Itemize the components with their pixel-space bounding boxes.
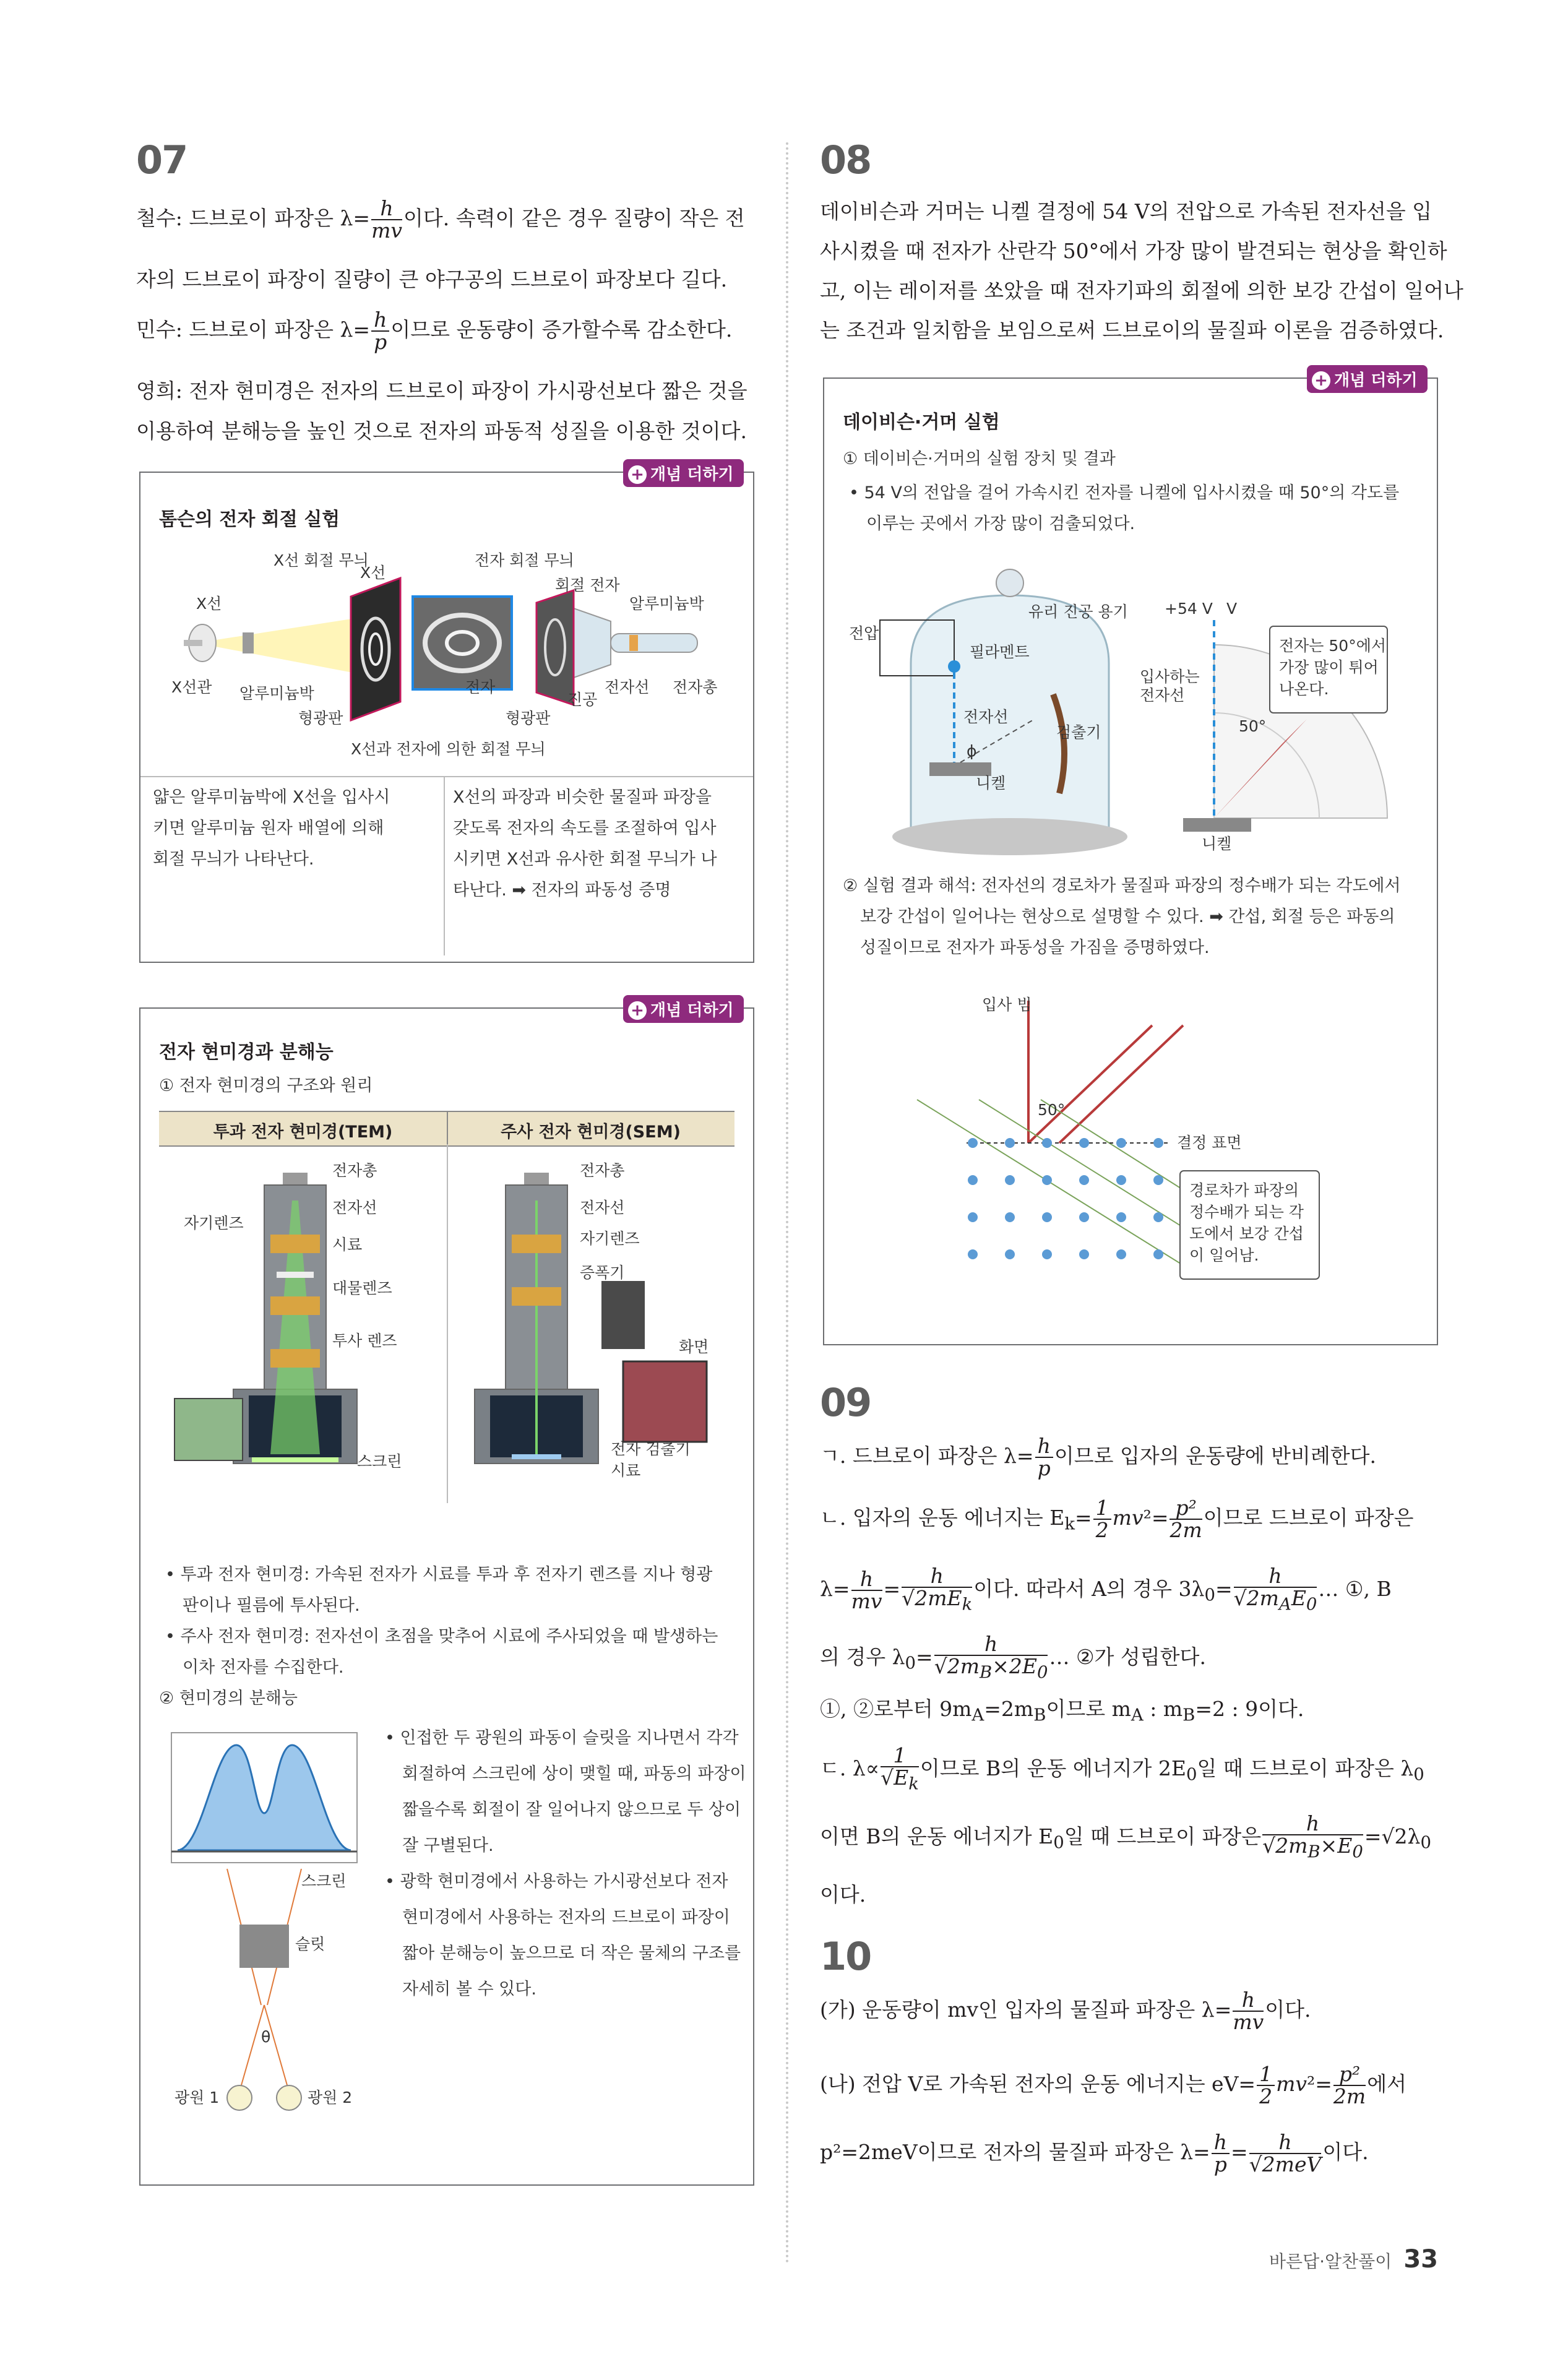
q10-b1: (나) 전압 V로 가속된 전자의 운동 에너지는 eV=	[820, 2072, 1256, 2096]
fraction-half: $\frac{1}{2}$	[1093, 1498, 1111, 1541]
lbl-incident-beam: 입사 빔	[982, 996, 1032, 1014]
q10-number: 10	[820, 1934, 871, 1979]
sub2-line: 보강 간섭이 일어나는 현상으로 설명할 수 있다. ➡ 간섭, 회절 등은 파동의	[860, 907, 1395, 926]
res-line: 짧아 분해능이 높으므로 더 작은 물체의 구조를	[402, 1944, 741, 1963]
tem-lbl-objective: 대물렌즈	[332, 1279, 392, 1297]
q07-number: 07	[136, 137, 187, 183]
q07-line1-a: 철수: 드브로이 파장은 λ=	[136, 206, 371, 230]
tem-lbl-lens: 자기렌즈	[184, 1214, 244, 1232]
lbl-cnote-3: 도에서 보강 간섭	[1189, 1225, 1304, 1243]
q08-line: 고, 이는 레이저를 쏘았을 때 전자기파의 회절에 의한 보강 간섭이 일어나	[820, 278, 1463, 303]
atom	[1005, 1175, 1015, 1185]
q07-line3	[136, 309, 732, 353]
res-lbl-src2: 광원 2	[308, 2089, 353, 2106]
lbl-electron: 전자	[465, 678, 496, 696]
xray-tube-body	[184, 640, 202, 646]
tem-lbl-screen: 스크린	[357, 1452, 402, 1470]
page-number: 33	[1403, 2245, 1438, 2274]
microscope-diagram	[140, 1145, 753, 1510]
xray-screen-shape	[351, 578, 400, 720]
lbl-e-pattern: 전자 회절 무늬	[475, 551, 574, 569]
plus-icon: +	[628, 1001, 647, 1020]
q09-b2: =	[1075, 1506, 1092, 1530]
davisson-b1	[849, 478, 1399, 540]
tem-top-cap	[283, 1173, 308, 1185]
sem-header: 주사 전자 현미경(SEM)	[501, 1123, 681, 1142]
sem-lbl-amp: 증폭기	[580, 1264, 625, 1282]
lbl-note-1: 전자는 50°에서	[1279, 637, 1387, 655]
xray-beam-cone	[196, 615, 376, 677]
lbl-xray-tube: X선관	[171, 678, 212, 696]
lbl-al-foil-right: 알루미늄박	[629, 595, 704, 613]
atom	[1005, 1212, 1015, 1222]
frac-num: h	[371, 309, 389, 332]
sem-display	[623, 1361, 707, 1442]
lbl-xray: X선	[360, 564, 386, 582]
sem-lbl-lens: 자기렌즈	[580, 1230, 640, 1248]
atom	[1153, 1212, 1163, 1222]
atom	[1042, 1212, 1052, 1222]
q08-line: 데이비슨과 거머는 니켈 결정에 54 V의 전압으로 가속된 전자선을 입	[820, 199, 1432, 223]
resolution-text	[385, 1720, 746, 2007]
res-ray-3	[239, 2005, 264, 2092]
frac-den: p	[1037, 1456, 1051, 1480]
tem-lens-2	[270, 1296, 320, 1315]
res-lbl-theta: θ	[261, 2028, 271, 2046]
tl-line: 회절 무늬가 나타난다.	[153, 850, 314, 869]
nickel-target-2	[1183, 818, 1251, 832]
lbl-nickel2: 니켈	[1202, 835, 1232, 853]
q09-e4: : m	[1143, 1697, 1183, 1721]
sem-top-cap	[524, 1173, 549, 1185]
plus-icon: +	[628, 465, 647, 484]
lbl-vacuum: 진공	[567, 691, 598, 709]
fraction-h-sqrt2meV: $\frac{h}{\text{√2meV}}$	[1249, 2130, 1322, 2176]
tr-line: 타난다. ➡ 전자의 파동성 증명	[453, 881, 671, 900]
fraction-h-mv: $\frac{h}{mv}$	[851, 1566, 882, 1613]
tem-lens-3	[270, 1349, 320, 1368]
resolution-diagram	[153, 1720, 388, 2129]
tem-lbl-gun: 전자총	[332, 1162, 377, 1179]
q09-f1: ㄷ. λ∝	[820, 1756, 880, 1780]
lbl-cnote-4: 이 일어남.	[1189, 1246, 1259, 1264]
reflected-ray-2	[1059, 1025, 1183, 1143]
lbl-screen2: 형광판	[506, 709, 551, 727]
lbl-phi: ϕ	[967, 742, 977, 760]
atom	[1153, 1175, 1163, 1185]
atom-grid	[968, 1138, 1163, 1259]
sem-lbl-display: 화면	[679, 1338, 709, 1356]
sem-sample	[512, 1454, 561, 1459]
atom	[1042, 1175, 1052, 1185]
lbl-al-foil: 알루미늄박	[239, 684, 314, 702]
atom	[1079, 1138, 1089, 1148]
q09-c3: … ①, B	[1318, 1576, 1392, 1601]
fraction-h-sqrtA: $\frac{h}{√2m_AE_0}$	[1233, 1564, 1317, 1615]
tem-lens-1	[270, 1235, 320, 1253]
tem-screen	[252, 1457, 338, 1462]
q09-line-b: ㄴ. 입자의 운동 에너지는 $E_k=$ $\frac{1}{2}$ mv²= $\frac{\text{p²}}{2m}$ 이므로 드브로이 파장은	[820, 1496, 1414, 1542]
badge-label: 개념 더하기	[650, 1001, 734, 1020]
plane-1	[917, 1100, 1195, 1273]
q09-g3: =√2λ	[1364, 1824, 1421, 1848]
fraction-h-mv	[371, 198, 402, 241]
res-line: • 광학 현미경에서 사용하는 가시광선보다 전자	[385, 1872, 728, 1891]
q09-line-e: ①, ②로부터 $9m_A=2m_B$이므로 $m_A$ : $m_B=2$ : 9이다.	[820, 1697, 1304, 1725]
q09-number: 09	[820, 1380, 871, 1425]
tr-line: 시키면 X선과 유사한 회절 무늬가 나	[453, 850, 717, 869]
tl-line: 얇은 알루미늄박에 X선을 입사시	[153, 788, 390, 807]
q07-line4: 영희: 전자 현미경은 전자의 드브로이 파장이 가시광선보다 짧은 것을	[136, 379, 747, 403]
q07-line1-b: 이다. 속력이 같은 경우 질량이 작은 전	[403, 206, 745, 230]
atom	[968, 1249, 978, 1259]
lbl-note-2: 가장 많이 튀어	[1279, 658, 1379, 676]
lbl-e-gun: 전자총	[673, 678, 718, 696]
atom	[1116, 1138, 1126, 1148]
q10-line-a	[820, 1990, 1311, 2033]
q07-line3-a: 민수: 드브로이 파장은 λ=	[136, 317, 371, 342]
frac-den: p	[374, 330, 387, 354]
e-foil-shape	[629, 635, 638, 651]
sem-lbl-sample: 시료	[611, 1462, 641, 1480]
q09-c1: λ=	[820, 1576, 850, 1601]
atom	[1079, 1212, 1089, 1222]
bullet-line: • 주사 전자 현미경: 전자선이 초점을 맞추어 시료에 주사되었을 때 발생하는	[165, 1627, 718, 1646]
q09-g1: 이면 B의 운동 에너지가 E	[820, 1824, 1054, 1848]
lbl-e-beam: 전자선	[605, 678, 650, 696]
bullet-line: 판이나 필름에 투사된다.	[183, 1596, 360, 1615]
res-ray-4	[264, 2005, 289, 2092]
lbl-cnote-1: 경로차가 파장의	[1189, 1181, 1299, 1199]
jar-base	[892, 818, 1127, 855]
thomson-diagram	[140, 541, 753, 807]
q09-c-sub: 0	[1204, 1585, 1215, 1605]
tl-line: 키면 알루미늄 원자 배열에 의해	[153, 819, 384, 838]
e-screen-shape	[536, 590, 574, 705]
frac-num: h	[1035, 1436, 1053, 1458]
q09-f2: 이므로 B의 운동 에너지가 2E	[920, 1756, 1186, 1780]
tem-lbl-beam: 전자선	[332, 1199, 377, 1217]
res-lbl-src1: 광원 1	[174, 2089, 220, 2106]
q09-a1: ㄱ. 드브로이 파장은 λ=	[820, 1444, 1034, 1468]
q09-d2: … ②가 성립한다.	[1049, 1644, 1206, 1669]
concept-badge	[623, 459, 744, 487]
lbl-v: V	[1226, 600, 1238, 618]
q07-line2: 자의 드브로이 파장이 질량이 큰 야구공의 드브로이 파장보다 길다.	[136, 267, 728, 291]
atom	[968, 1212, 978, 1222]
atom	[1005, 1138, 1015, 1148]
lbl-note-3: 나온다.	[1279, 680, 1329, 698]
thomson-title: 톰슨의 전자 회절 실험	[159, 509, 340, 530]
tr-line: 갖도록 전자의 속도를 조절하여 입사	[453, 819, 717, 838]
bell-jar-knob	[996, 569, 1023, 597]
atom	[1079, 1249, 1089, 1259]
bell-jar	[911, 595, 1109, 830]
q09-line-h: 이다.	[820, 1882, 866, 1907]
q10-a1: (가) 운동량이 mv인 입자의 물질파 파장은 λ=	[820, 1998, 1232, 2022]
sem-lens-2	[512, 1287, 561, 1306]
fraction-half: $\frac{1}{2}$	[1257, 2064, 1275, 2107]
microscope-header-row	[159, 1111, 734, 1147]
q09-line-d: 의 경우 $\lambda_0=$ $\frac{h}{√2m_B\times 2E_0}$ … ②가 성립한다.	[820, 1632, 1206, 1683]
page-footer	[1269, 2245, 1438, 2274]
tem-lbl-projection: 투사 렌즈	[332, 1332, 397, 1350]
fraction-h-sqrtB: $\frac{h}{√2m_B\times 2E_0}$	[934, 1632, 1048, 1683]
q09-b1: ㄴ. 입자의 운동 에너지는 E	[820, 1506, 1065, 1530]
atom	[1153, 1138, 1163, 1148]
q09-f3: 일 때 드브로이 파장은 λ	[1197, 1756, 1414, 1780]
davisson-title: 데이비슨·거머 실험	[843, 412, 1000, 433]
e-tube-neck	[611, 634, 697, 652]
lbl-xray2: X선	[196, 595, 222, 613]
badge-label: 개념 더하기	[650, 465, 734, 484]
bullet-line: • 투과 전자 현미경: 가속된 전자가 시료를 투과 후 전자기 렌즈를 지나 형광	[165, 1565, 713, 1584]
davisson-sub2	[843, 871, 1401, 964]
sem-lbl-beam: 전자선	[580, 1199, 625, 1217]
res-line: 회절하여 스크린에 상이 맺힐 때, 파동의 파장이	[402, 1764, 746, 1783]
lbl-plus54: +54 V	[1165, 600, 1213, 618]
q10-c1: p²=2meV이므로 전자의 물질파 파장은 λ=	[820, 2140, 1210, 2164]
fraction-h-p: $\frac{h}{p}$	[1212, 2132, 1230, 2175]
sub2-line: ② 실험 결과 해석: 전자선의 경로차가 물질파 파장의 정수배가 되는 각도에서	[843, 876, 1401, 895]
lbl-surface: 결정 표면	[1177, 1134, 1242, 1152]
fraction-p2-2m: $\frac{\text{p²}}{2m}$	[1170, 1496, 1202, 1542]
res-slit-block	[239, 1925, 289, 1968]
res-lbl-slit: 슬릿	[295, 1935, 325, 1953]
q09-e2: =2m	[984, 1697, 1034, 1721]
atom	[1153, 1249, 1163, 1259]
lbl-filament: 필라멘트	[970, 643, 1030, 661]
tem-lbl-sample: 시료	[332, 1236, 363, 1254]
atom	[1005, 1249, 1015, 1259]
lbl-beam: 전자선	[963, 708, 1009, 726]
lbl-cnote-2: 정수배가 되는 각	[1189, 1203, 1304, 1221]
res-bulb-2	[277, 2085, 301, 2110]
q09-b-sub: k	[1064, 1514, 1075, 1534]
res-line: 자세히 볼 수 있다.	[402, 1980, 536, 1999]
q09-b3: 이므로 드브로이 파장은	[1203, 1506, 1414, 1530]
fraction-h-sqrtBE: $\frac{h}{√2m_B\times E_0}$	[1262, 1811, 1363, 1862]
tr-line: X선의 파장과 비슷한 물질파 파장을	[453, 788, 712, 807]
b1-line: 이루는 곳에서 가장 많이 검출되었다.	[866, 514, 1135, 533]
atom	[968, 1138, 978, 1148]
microscope-bullets	[165, 1559, 718, 1683]
fraction-h-mv: $\frac{h}{mv}$	[1233, 1988, 1264, 2034]
res-lbl-screen: 스크린	[301, 1872, 347, 1890]
atom	[968, 1175, 978, 1185]
res-line: 짧을수록 회절이 잘 일어나지 않으므로 두 상이	[402, 1800, 741, 1819]
thomson-separator	[140, 776, 753, 777]
atom	[1116, 1175, 1126, 1185]
q09-line-f: ㄷ. λ∝ $\frac{1}{√E_k}$ 이므로 B의 운동 에너지가 $2E_0$일 때 드브로이 파장은 $\lambda_0$	[820, 1743, 1424, 1794]
lbl-crystal-angle: 50°	[1038, 1101, 1066, 1119]
q07-line1	[136, 198, 745, 241]
res-line: • 인접한 두 광원의 파동이 슬릿을 지나면서 각각	[385, 1728, 739, 1748]
q09-e3: 이므로 m	[1046, 1697, 1131, 1721]
q08-line: 사시켰을 때 전자가 산란각 50°에서 가장 많이 발견되는 현상을 확인하	[820, 239, 1447, 263]
q10-line-c: p²=2meV이므로 전자의 물질파 파장은 λ= $\frac{h}{p}$ = $\frac{h}{\text{√2meV}}$ 이다.	[820, 2130, 1369, 2176]
q07-line5: 이용하여 분해능을 높인 것으로 전자의 파동적 성질을 이용한 것이다.	[136, 419, 747, 443]
sem-amplifier	[601, 1281, 645, 1349]
microscope-title: 전자 현미경과 분해능	[159, 1041, 334, 1063]
q10-b2: 에서	[1367, 2072, 1406, 2096]
q10-a2: 이다.	[1265, 1998, 1311, 2022]
microscope-sub1: ① 전자 현미경의 구조와 원리	[159, 1076, 373, 1095]
filament-dot	[948, 660, 960, 673]
res-line: 잘 구별된다.	[402, 1836, 494, 1855]
thomson-box	[139, 465, 754, 963]
lbl-xray-pattern: X선 회절 무늬	[274, 551, 369, 569]
q09-c2: 이다. 따라서 A의 경우 3λ	[973, 1576, 1205, 1601]
q09-g2: 일 때 드브로이 파장은	[1064, 1824, 1262, 1848]
atom	[1079, 1175, 1089, 1185]
lbl-angle50: 50°	[1239, 717, 1267, 735]
frac-den: mv	[371, 218, 402, 243]
plus-icon: +	[1312, 371, 1330, 390]
lbl-nickel: 니켈	[976, 774, 1006, 792]
lbl-detector: 검출기	[1056, 723, 1101, 741]
davisson-box	[823, 371, 1438, 1345]
davisson-sub1: ① 데이비슨·거머의 실험 장치 및 결과	[843, 449, 1116, 468]
thomson-left-text	[153, 782, 390, 875]
lbl-caption: X선과 전자에 의한 회절 무늬	[351, 740, 546, 758]
tem-header: 투과 전자 현미경(TEM)	[213, 1123, 393, 1142]
davisson-diagram	[824, 558, 1437, 868]
b1-line: • 54 V의 전압을 걸어 가속시킨 전자를 니켈에 입사시켰을 때 50°의 각도를	[849, 483, 1400, 502]
concept-badge	[1307, 365, 1428, 393]
q09-line-a	[820, 1436, 1376, 1479]
lbl-incident: 입사하는	[1140, 668, 1200, 686]
q09-d1: 의 경우 λ	[820, 1644, 905, 1669]
atom	[1116, 1249, 1126, 1259]
microscope-sub2: ② 현미경의 분해능	[159, 1689, 298, 1708]
atom	[1116, 1212, 1126, 1222]
atom	[1042, 1249, 1052, 1259]
lbl-voltage: 전압	[849, 624, 879, 642]
bullet-line: 이차 전자를 수집한다.	[183, 1658, 344, 1677]
thomson-vsep	[444, 776, 445, 955]
q08-number: 08	[820, 137, 871, 183]
lbl-glass: 유리 진공 용기	[1028, 603, 1128, 621]
sem-lbl-detector: 전자 검출기	[611, 1440, 691, 1458]
lbl-incident2: 전자선	[1140, 686, 1185, 704]
fraction-h-p	[1035, 1436, 1053, 1479]
sem-lens-1	[512, 1235, 561, 1253]
tem-image	[174, 1399, 243, 1460]
crystal-diagram	[824, 988, 1437, 1298]
q09-line-c: λ= $\frac{h}{mv}$ = $\frac{h}{√2mE_k}$ 이다. 따라서 A의 경우 $3\lambda_0=$ $\frac{h}{√2m_AE_0}$ … ①, B	[820, 1564, 1392, 1615]
lbl-diff-e: 회절 전자	[555, 576, 620, 594]
tem-sample	[277, 1272, 314, 1278]
atom	[1042, 1138, 1052, 1148]
column-divider	[786, 142, 788, 2265]
res-bulb-1	[227, 2085, 252, 2110]
q10-line-b: (나) 전압 V로 가속된 전자의 운동 에너지는 eV= $\frac{1}{2}$ mv²= $\frac{\text{p²}}{2m}$ 에서	[820, 2062, 1406, 2108]
microscope-box	[139, 1001, 754, 2186]
fraction-1-sqrtEk: $\frac{1}{√E_k}$	[881, 1743, 919, 1794]
res-line: 현미경에서 사용하는 전자의 드브로이 파장이	[402, 1908, 730, 1927]
q08-para	[820, 192, 1463, 350]
q09-a2: 이므로 입자의 운동량에 반비례한다.	[1054, 1444, 1376, 1468]
al-foil-shape	[243, 632, 254, 653]
badge-label: 개념 더하기	[1334, 371, 1418, 390]
fraction-h-sqrt: $\frac{h}{√2mE_k}$	[902, 1564, 973, 1615]
frac-num: h	[371, 198, 402, 220]
fraction-p2-2m: $\frac{\text{p²}}{2m}$	[1333, 2062, 1366, 2108]
footer-label: 바른답·알찬풀이	[1269, 2251, 1392, 2272]
lbl-screen: 형광판	[298, 709, 343, 727]
thomson-right-text	[453, 782, 717, 906]
reflected-ray-1	[1028, 1025, 1152, 1143]
q07-line3-b: 이므로 운동량이 증가할수록 감소한다.	[390, 317, 733, 342]
q10-c2: 이다.	[1322, 2140, 1369, 2164]
q09-e5: =2 : 9이다.	[1195, 1697, 1304, 1721]
sem-lbl-gun: 전자총	[580, 1162, 625, 1179]
concept-badge	[623, 995, 744, 1023]
sub2-line: 성질이므로 전자가 파동성을 가짐을 증명하였다.	[860, 938, 1210, 957]
fraction-h-p	[371, 309, 389, 353]
q09-line-g: 이면 B의 운동 에너지가 $E_0$일 때 드브로이 파장은 $\frac{h}{√2m_B\times E_0}$ $=√2\lambda_0$	[820, 1811, 1431, 1862]
q08-line: 는 조건과 일치함을 보임으로써 드브로이의 물질파 이론을 검증하였다.	[820, 318, 1444, 342]
q09-e: ①, ②로부터 9m	[820, 1697, 972, 1721]
